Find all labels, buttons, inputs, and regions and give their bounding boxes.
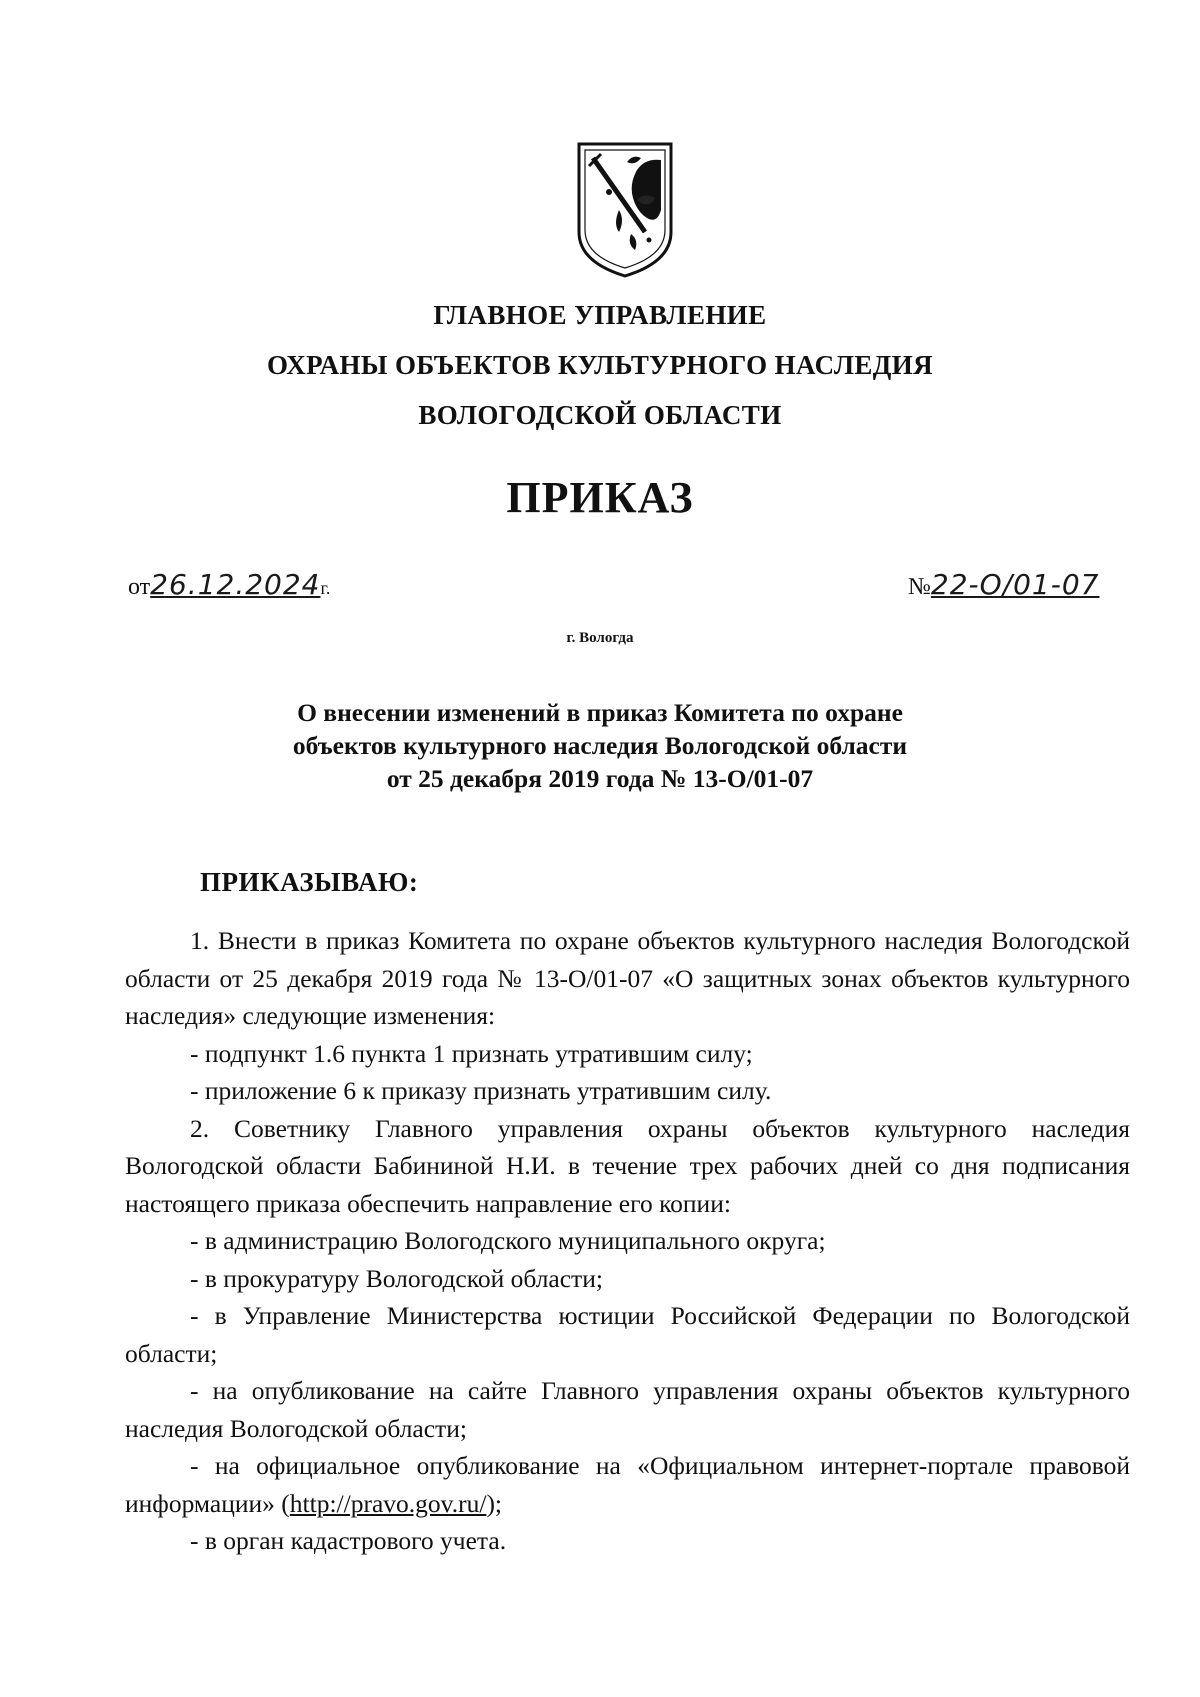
item-2-sub-4: - на опубликование на сайте Главного управления охраны объектов культурного наследия Вологодской области; xyxy=(125,1376,1130,1443)
item-2-sub-5-prefix: - на официальное опубликование на «Официальном интернет-портале правовой информации» ( xyxy=(125,1451,1130,1518)
item-1-sub-1: - подпункт 1.6 пункта 1 признать утратившим силу; xyxy=(190,1038,753,1068)
org-name-line-1: ГЛАВНОЕ УПРАВЛЕНИЕ xyxy=(433,300,767,330)
item-2-sub-1: - в администрацию Вологодского муниципального округа; xyxy=(190,1226,826,1255)
handwritten-number: 22-О/01-07 xyxy=(930,568,1100,601)
org-name-line-2: ОХРАНЫ ОБЪЕКТОВ КУЛЬТУРНОГО НАСЛЕДИЯ xyxy=(266,350,934,380)
item-2: 2. Советнику Главного управления охраны объектов культурного наследия Вологодской области Бабининой Н.И. в течение трех рабочих дней со дня подписания настоящего приказа обеспечить направление его копии: xyxy=(125,1113,1130,1218)
pravo-link[interactable]: http://pravo.gov.ru/ xyxy=(289,1488,487,1518)
handwritten-date: 26.12.2024 xyxy=(150,568,321,601)
order-subject xyxy=(0,696,1200,795)
item-2-sub-6: - в орган кадастрового учета. xyxy=(190,1526,507,1555)
org-name-line-3: ВОЛОГОДСКОЙ ОБЛАСТИ xyxy=(418,400,782,430)
date-suffix: г. xyxy=(320,578,331,598)
subject-line-3: от 25 декабря 2019 года № 13-О/01-07 xyxy=(386,764,814,793)
item-2-sub-2: - в прокуратуру Вологодской области; xyxy=(190,1263,603,1293)
date-prefix: от xyxy=(128,574,151,600)
item-2-sub-5-suffix: ); xyxy=(486,1488,503,1518)
document-title: ПРИКАЗ xyxy=(506,473,694,522)
coat-of-arms-icon xyxy=(575,140,675,280)
subject-line-1: О внесении изменений в приказ Комитета по охране xyxy=(297,698,903,727)
item-1: 1. Внести в приказ Комитета по охране объектов культурного наследия Вологодской области от 25 декабря 2019 года № 13-О/01-07 «О защитных зонах объектов культурного наследия» следующие изменения: xyxy=(125,926,1130,1030)
order-date xyxy=(128,568,330,601)
item-2-sub-5 xyxy=(125,1447,1130,1522)
city-label: г. Вологда xyxy=(566,630,634,646)
order-body xyxy=(125,922,1130,1560)
number-prefix: № xyxy=(908,574,931,600)
item-1-sub-2: - приложение 6 к приказу признать утратившим силу. xyxy=(190,1076,772,1105)
order-number xyxy=(908,568,1099,601)
subject-line-2: объектов культурного наследия Вологодской области xyxy=(292,731,908,760)
order-heading: ПРИКАЗЫВАЮ: xyxy=(200,867,419,897)
item-2-sub-3: - в Управление Министерства юстиции Российской Федерации по Вологодской области; xyxy=(125,1301,1130,1368)
